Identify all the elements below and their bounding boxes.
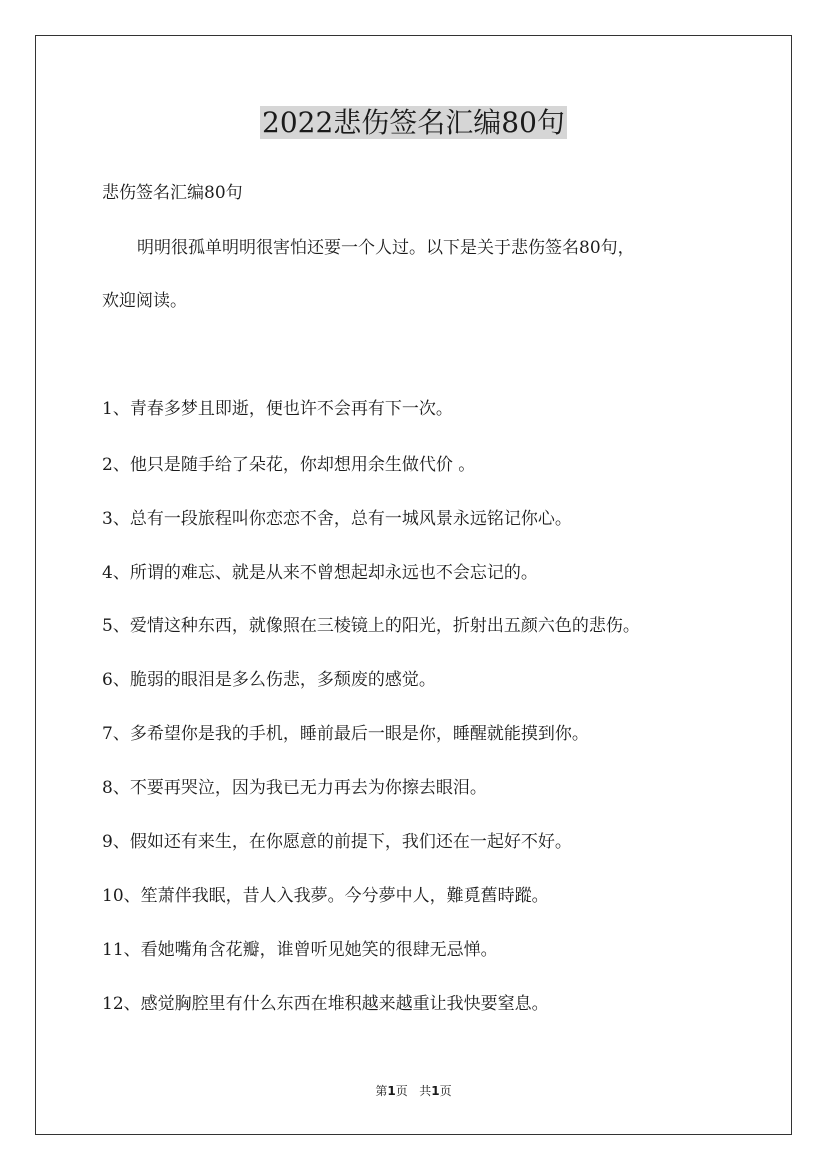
list-item: 9、假如还有来生，在你愿意的前提下，我们还在一起好不好。 [102,832,572,852]
page-number-total: 1 [431,1084,440,1098]
document-subtitle: 悲伤签名汇编80句 [102,183,243,203]
list-item: 3、总有一段旅程叫你恋恋不舍，总有一城风景永远铭记你心。 [102,509,572,529]
page-number-current: 1 [387,1084,396,1098]
page-label-suffix: 页 [395,1084,408,1098]
total-label-suffix: 页 [439,1084,452,1098]
page-footer [0,1083,827,1099]
document-title-text: 2022悲伤签名汇编80句 [262,106,565,139]
total-label-prefix: 共 [419,1084,432,1098]
list-item: 12、感觉胸腔里有什么东西在堆积越来越重让我快要窒息。 [102,994,549,1014]
list-item: 8、不要再哭泣，因为我已无力再去为你擦去眼泪。 [102,778,487,798]
intro-paragraph-line-2: 欢迎阅读。 [102,291,187,311]
document-title [0,103,827,143]
list-item: 1、青春多梦且即逝，便也许不会再有下一次。 [102,399,453,419]
intro-paragraph-line-1: 明明很孤单明明很害怕还要一个人过。以下是关于悲伤签名80句， [137,238,635,258]
list-item: 11、看她嘴角含花瓣，谁曾听见她笑的很肆无忌惮。 [102,940,498,960]
page-label-prefix: 第 [375,1084,388,1098]
list-item: 2、他只是随手给了朵花，你却想用余生做代价 。 [102,455,476,475]
list-item: 6、脆弱的眼泪是多么伤悲，多颓废的感觉。 [102,670,436,690]
list-item: 4、所谓的难忘、就是从来不曾想起却永远也不会忘记的。 [102,563,538,583]
list-item: 5、爱情这种东西，就像照在三棱镜上的阳光，折射出五颜六色的悲伤。 [102,616,640,636]
list-item: 7、多希望你是我的手机，睡前最后一眼是你，睡醒就能摸到你。 [102,724,589,744]
list-item: 10、笙萧伴我眠，昔人入我夢。今兮夢中人，難覓舊時蹤。 [102,886,549,906]
